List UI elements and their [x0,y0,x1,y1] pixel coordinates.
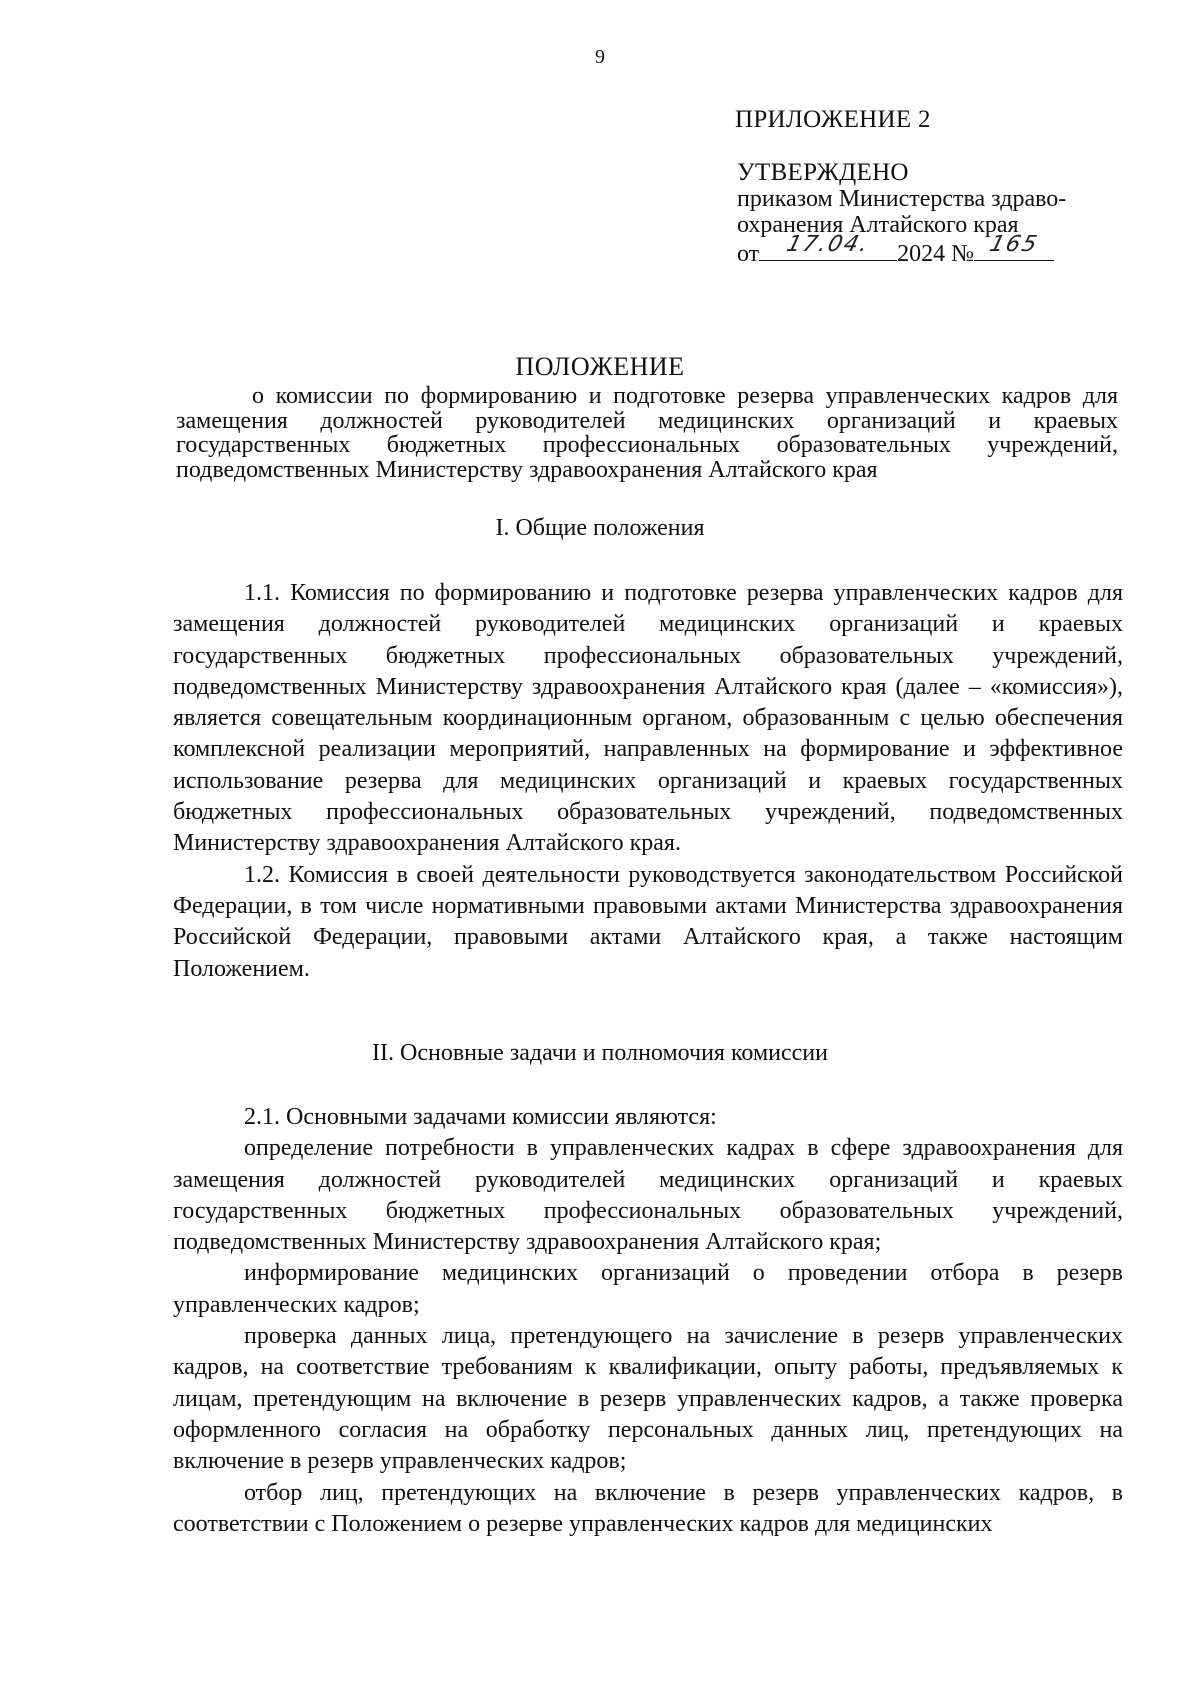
list-item-need-assessment: определение потребности в управленческих кадрах в сфере здравоохранения для замещения должностей руководителей медицинских организаций и краевых государственных бюджетных профессиональных образовательных учреждений, подведомственных Министерству здравоохранения Алтайского края; [173,1135,1123,1256]
list-item-data-check: проверка данных лица, претендующего на зачисление в резерв управленческих кадров, на соответствие требованиям к квалификации, опыту работы, предъявляемых к лицам, претендующим на включение в резерв управленческих кадров, а также проверка оформленного согласия на обработку персональных данных лиц, претендующих на включение в резерв управленческих кадров; [173,1323,1123,1475]
paragraph-1-2: 1.2. Комиссия в своей деятельности руководствуется законодательством Российской Федерации, в том числе нормативными правовыми актами Министерства здравоохранения Российской Федерации, правовыми актами Алтайского края, а также настоящим Положением. [173,861,1123,982]
paragraph-2-1: 2.1. Основными задачами комиссии являются: [244,1104,717,1130]
handwritten-date-field [759,232,897,261]
approval-line-1: приказом Министерства здраво- [737,186,1067,212]
handwritten-number: 165 [987,232,1042,257]
number-sign: № [951,241,975,267]
document-subtitle: о комиссии по формированию и подготовке резерва управленческих кадров для замещения должностей руководителей медицинских организаций и краевых государственных бюджетных профессиональных образовательных учреждений, подведомственных Министерству здравоохранения Алтайского края [176,383,1118,483]
list-item-informing: информирование медицинских организаций о проведении отбора в резерв управленческих кадров; [173,1260,1123,1318]
paragraph-1-1: 1.1. Комиссия по формированию и подготовке резерва управленческих кадров для замещения должностей руководителей медицинских организаций и краевых государственных бюджетных профессиональных образовательных учреждений, подведомственных Министерству здравоохранения Алтайского края (далее – «комиссия»), является совещательным координационным органом, образованным с целью обеспечения комплексной реализации мероприятий, направленных на формирование и эффективное использование резерва для медицинских организаций и краевых государственных бюджетных профессиональных образовательных учреждений, подведомственных Министерству здравоохранения Алтайского края. [173,580,1123,857]
page-number: 9 [595,46,605,68]
section-2-body [173,1102,1123,1540]
handwritten-number-field [974,232,1054,261]
section-1-heading: I. Общие положения [495,515,705,541]
date-prefix: от [737,241,760,267]
order-year: 2024 [897,241,946,267]
appendix-label: ПРИЛОЖЕНИЕ 2 [735,106,931,133]
approval-heading: УТВЕРЖДЕНО [737,159,909,186]
list-item-selection: отбор лиц, претендующих на включение в резерв управленческих кадров, в соответствии с Положением о резерве управленческих кадров для медицинских [173,1479,1123,1537]
approval-stamp-block [737,160,1117,267]
handwritten-date: 17.04. [784,232,873,257]
section-2-heading: II. Основные задачи и полномочия комиссии [372,1040,828,1066]
document-title: ПОЛОЖЕНИЕ [515,352,685,381]
approval-date-line [737,232,1117,267]
section-1-body [173,578,1123,985]
approval-line-2: охранения Алтайского края [737,212,1019,238]
